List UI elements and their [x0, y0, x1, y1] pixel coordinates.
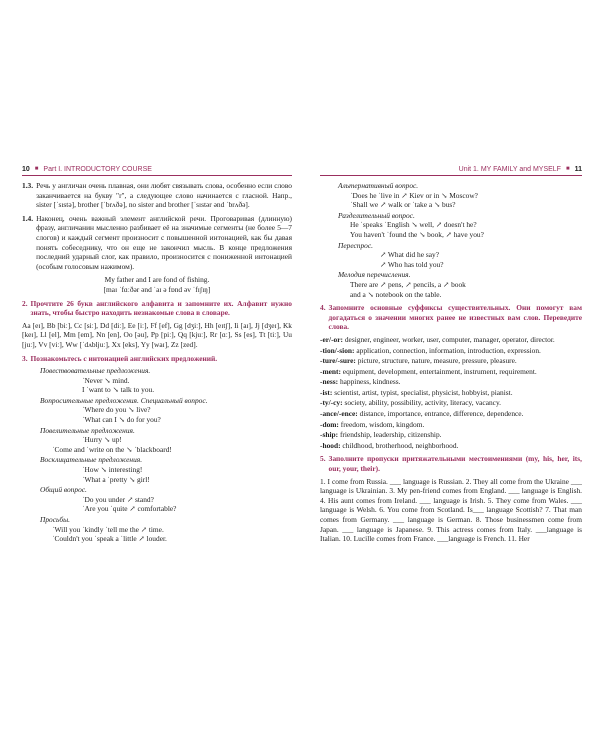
intonation-group: [320, 211, 582, 240]
book-spread: [0, 163, 600, 593]
suffix-name: -ist:: [320, 387, 333, 397]
example-line: ↗ What did he say?: [380, 250, 440, 260]
sentence-type-label: Разделительный вопрос.: [338, 210, 415, 220]
suffix-item: [320, 388, 582, 398]
task-text: Заполните пропуски притяжательными местоимениями (my, his, her, its, our, your, their).: [328, 454, 582, 474]
sentence-type-label: Восклицательные предложения.: [40, 455, 143, 465]
right-body: [320, 181, 582, 544]
example-sentence: My father and I are fond of fishing.: [104, 275, 210, 285]
task-2-heading: [22, 299, 292, 318]
suffix-name: -ness:: [320, 377, 339, 387]
left-body: [22, 181, 292, 544]
intonation-group: [22, 455, 292, 484]
paragraph-text: Речь у англичан очень плавная, они любят связывать слова, особенно если слово заканчивается на букву "r", а следующее слово начинается с гласной. Напр., sister [ˈsɪstə], brother [ˈbrʌðə], no sister and brother [ˈsɪstər ənd ˈbrʌðə].: [36, 181, 292, 210]
example-line: ˈShall we ↗ walk or ˈtake a ↘ bus?: [350, 200, 456, 210]
intonation-group: [22, 366, 292, 395]
paragraph-text: Наконец, очень важный элемент английской речи. Проговаривая (длинную) фразу, англичанин мысленно разбивает её на значимые сегменты (не более 5—7 слогов) и каждый сегмент произносит с повышенной интонацией, как бы давая понять собеседнику, что он еще не закончил мысль. В конце предложения последний ударный слог, как правило, произносится с пониженной интонацией (особым голосовым нажимом).: [36, 213, 292, 271]
suffix-name: -er/-or:: [320, 334, 343, 344]
bullet-icon: ■: [34, 166, 39, 172]
suffix-name: -tion/-sion:: [320, 345, 355, 355]
task-number: 2.: [22, 298, 28, 308]
suffix-words: scientist, artist, typist, specialist, physicist, hobbyist, pianist.: [334, 387, 513, 397]
suffix-words: application, connection, information, introduction, expression.: [356, 345, 541, 355]
suffix-item: [320, 377, 582, 387]
intonation-group: [22, 515, 292, 544]
suffix-item: [320, 346, 582, 356]
suffix-item: [320, 356, 582, 366]
example-line: ↗ Who has told you?: [380, 259, 444, 269]
running-title: Part I. INTRODUCTORY COURSE: [43, 165, 152, 173]
example-line: You haven't ˈfound the ↘ book, ↗ have you?: [350, 229, 484, 239]
alphabet-list: Aa [eɪ], Bb [biː], Cc [siː], Dd [diː], Ee [iː], Ff [ef], Gg [dʒiː], Hh [eɪtʃ], Ii [aɪ], Jj [dʒeɪ], Kk [keɪ], Ll [el], Mm [em], Nn [en], Oo [əu], Pp [piː], Qq [kjuː], Rr [ɑː], Ss [es], Tt [tiː], Uu [juː], Vv [viː], Ww [ˈdʌbljuː], Xx [eks], Yy [waɪ], Zz [zed].: [22, 320, 292, 349]
page-number: 10: [22, 165, 30, 173]
paragraph-1-3: [22, 181, 292, 210]
intonation-group: [320, 241, 582, 270]
task-number: 3.: [22, 353, 28, 363]
sentence-type-label: Мелодия перечисления.: [338, 270, 411, 280]
sentence-type-label: Повествовательные предложения.: [40, 366, 151, 376]
suffix-name: -dom:: [320, 419, 339, 429]
intonation-group: [22, 485, 292, 514]
page-number: 11: [574, 165, 582, 173]
suffix-words: distance, importance, entrance, difference, dependence.: [359, 409, 524, 419]
example-transcription: [maɪ ˈfɑːðər ənd ˈaɪ ə fɒnd əv ˈfɪʃɪŋ]: [103, 284, 211, 294]
suffix-words: childhood, brotherhood, neighborhood.: [342, 440, 459, 450]
running-title: Unit 1. MY FAMILY and MYSELF: [458, 165, 561, 173]
suffix-item: [320, 420, 582, 430]
example-line: ˈAre you ˈquite ↗ comfortable?: [82, 504, 177, 514]
suffix-words: friendship, leadership, citizenship.: [339, 430, 442, 440]
task-text: Прочтите 26 букв английского алфавита и запомните их. Алфавит нужно знать, чтобы быстро находить незнакомые слова в словаре.: [30, 298, 292, 318]
suffix-words: society, ability, possibility, activity, literacy, vacancy.: [344, 398, 502, 408]
example-line: ˈHurry ↘ up!: [82, 435, 122, 445]
intonation-group: [320, 181, 582, 210]
suffix-item: [320, 409, 582, 419]
suffix-name: -ship:: [320, 430, 339, 440]
suffix-item: [320, 441, 582, 451]
task-3-heading: [22, 354, 292, 364]
suffix-name: -ture/-sure:: [320, 356, 356, 366]
suffix-words: picture, structure, nature, measure, pressure, pleasure.: [357, 356, 517, 366]
suffix-words: equipment, development, entertainment, instrument, requirement.: [342, 366, 537, 376]
task-4-heading: [320, 303, 582, 332]
example-line: ˈWhere do you ↘ live?: [82, 405, 151, 415]
example-line: ˈDoes he ˈlive in ↗ Kiev or in ↘ Moscow?: [350, 190, 478, 200]
right-page: [320, 163, 582, 593]
sentence-type-label: Вопросительные предложения. Специальный вопрос.: [40, 395, 208, 405]
task-number: 5.: [320, 454, 326, 464]
bullet-icon: ■: [565, 166, 570, 172]
task-number: 4.: [320, 303, 326, 313]
sentence-type-label: Повелительные предложения.: [40, 425, 135, 435]
suffix-words: freedom, wisdom, kingdom.: [340, 419, 425, 429]
task-text: Познакомьтесь с интонацией английских предложений.: [30, 353, 218, 363]
task-text: Запомните основные суффиксы существительных. Они помогут вам догадаться о значении многих ранее не известных вам слов. Переведите слова.: [328, 303, 582, 332]
example-line: ˈCome and ˈwrite on the ↘ ˈblackboard!: [52, 444, 172, 454]
example-line: There are ↗ pens, ↗ pencils, a ↗ book: [350, 279, 466, 289]
sentence-type-label: Альтернативный вопрос.: [338, 181, 419, 190]
suffix-item: [320, 367, 582, 377]
example-line: ˈNever ↘ mind.: [82, 375, 130, 385]
left-page: [22, 163, 292, 593]
example-line: ˈHow ↘ interesting!: [82, 465, 143, 475]
example-line: and a ↘ notebook on the table.: [350, 289, 442, 299]
left-running-head: [22, 163, 292, 176]
suffix-words: happiness, kindness.: [339, 377, 401, 387]
example-line: ˈWhat a ˈpretty ↘ girl!: [82, 474, 150, 484]
paragraph-1-4: [22, 214, 292, 272]
intonation-group: [320, 270, 582, 299]
intonation-group: [22, 396, 292, 425]
example-line: ˈWhat can I ↘ do for you?: [82, 415, 161, 425]
suffix-name: -hood:: [320, 440, 341, 450]
example-line: ˈCouldn't you ˈspeak a ˈlittle ↗ louder.: [52, 534, 167, 544]
sentence-type-label: Просьбы.: [40, 515, 70, 524]
sentence-type-label: Переспрос.: [338, 240, 373, 250]
suffix-item: [320, 335, 582, 345]
right-running-head: [320, 163, 582, 176]
sentence-type-label: Общий вопрос.: [40, 485, 87, 495]
task-5-heading: [320, 454, 582, 473]
exercise-text: 1. I come from Russia. ___ language is Russian. 2. They all come from the Ukraine ___ language is Ukrainian. 3. My pen-friend comes from England. ___ language is English. 4. His aunt comes from Ireland. ___ language is Irish. 5. They come from Wales. ___ language is Welsh. 6. You come from Scotland. Is___ language Scottish? 7. That man comes from Germany. ___ language is German. 8. Those businessmen come from Japan. ___ language is Japanese. 9. This actress comes from Italy. ___language is Italian. 10. Lucille comes from France. ___language is French. 11. Her: [320, 476, 582, 544]
suffix-words: designer, engineer, worker, user, computer, manager, operator, director.: [344, 334, 555, 344]
suffix-name: -ty/-cy:: [320, 398, 343, 408]
paragraph-number: 1.4.: [22, 213, 34, 223]
example-line: ˈDo you under ↗ stand?: [82, 494, 154, 504]
example-line: ˈWill you ˈkindly ˈtell me the ↗ time.: [52, 524, 164, 534]
paragraph-number: 1.3.: [22, 181, 34, 190]
intonation-group: [22, 426, 292, 455]
example-line: He ˈspeaks ˈEnglish ↘ well, ↗ doesn't he?: [350, 220, 477, 230]
suffix-item: [320, 398, 582, 408]
example-line: I ˈwant to ↘ talk to you.: [82, 385, 155, 395]
suffix-name: -ment:: [320, 366, 341, 376]
suffix-item: [320, 430, 582, 440]
suffix-name: -ance/-ence:: [320, 409, 358, 419]
